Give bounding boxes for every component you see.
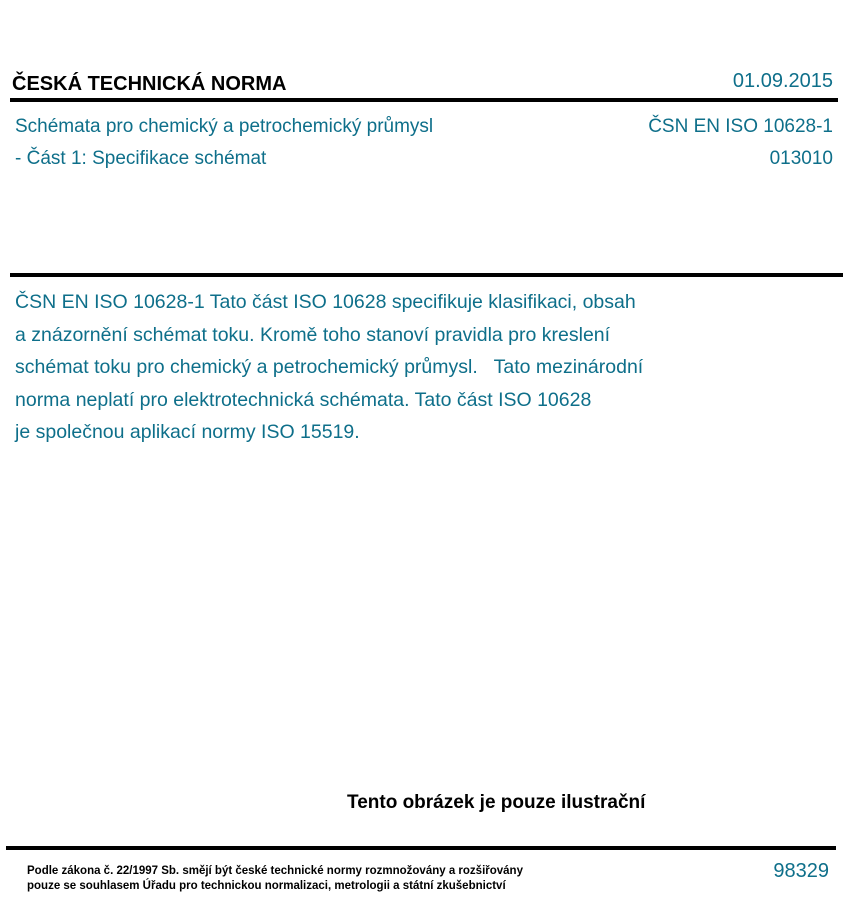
description-line: a znázornění schémat toku. Kromě toho stanoví pravidla pro kreslení	[15, 323, 611, 346]
standard-title-line-2: - Část 1: Specifikace schémat	[15, 148, 267, 169]
description-line: schémat toku pro chemický a petrochemický průmysl. Tato mezinárodní	[15, 356, 644, 378]
classification-number: 013010	[769, 148, 833, 169]
standard-number: ČSN EN ISO 10628-1	[648, 116, 833, 137]
document-heading: ČESKÁ TECHNICKÁ NORMA	[12, 73, 287, 95]
publication-date: 01.09.2015	[732, 70, 833, 92]
description-line: je společnou aplikací normy ISO 15519.	[15, 421, 360, 443]
illustration-note: Tento obrázek je pouze ilustrační	[347, 792, 646, 813]
standard-title-line-1: Schémata pro chemický a petrochemický průmysl	[15, 116, 434, 137]
footer-divider	[6, 846, 836, 850]
description-line: norma neplatí pro elektrotechnická schémata. Tato část ISO 10628	[15, 388, 592, 411]
document-id: 98329	[773, 860, 829, 882]
legal-notice-line-2: pouze se souhlasem Úřadu pro technickou normalizaci, metrologii a státní zkušebnictví	[27, 880, 506, 892]
standard-description	[15, 286, 735, 449]
header-divider	[10, 98, 838, 102]
legal-notice	[27, 864, 523, 894]
legal-notice-line-1: Podle zákona č. 22/1997 Sb. smějí být české technické normy rozmnožovány a rozšiřovány	[27, 865, 523, 877]
section-divider	[10, 273, 843, 277]
description-line: ČSN EN ISO 10628-1 Tato část ISO 10628 specifikuje klasifikaci, obsah	[15, 291, 636, 313]
